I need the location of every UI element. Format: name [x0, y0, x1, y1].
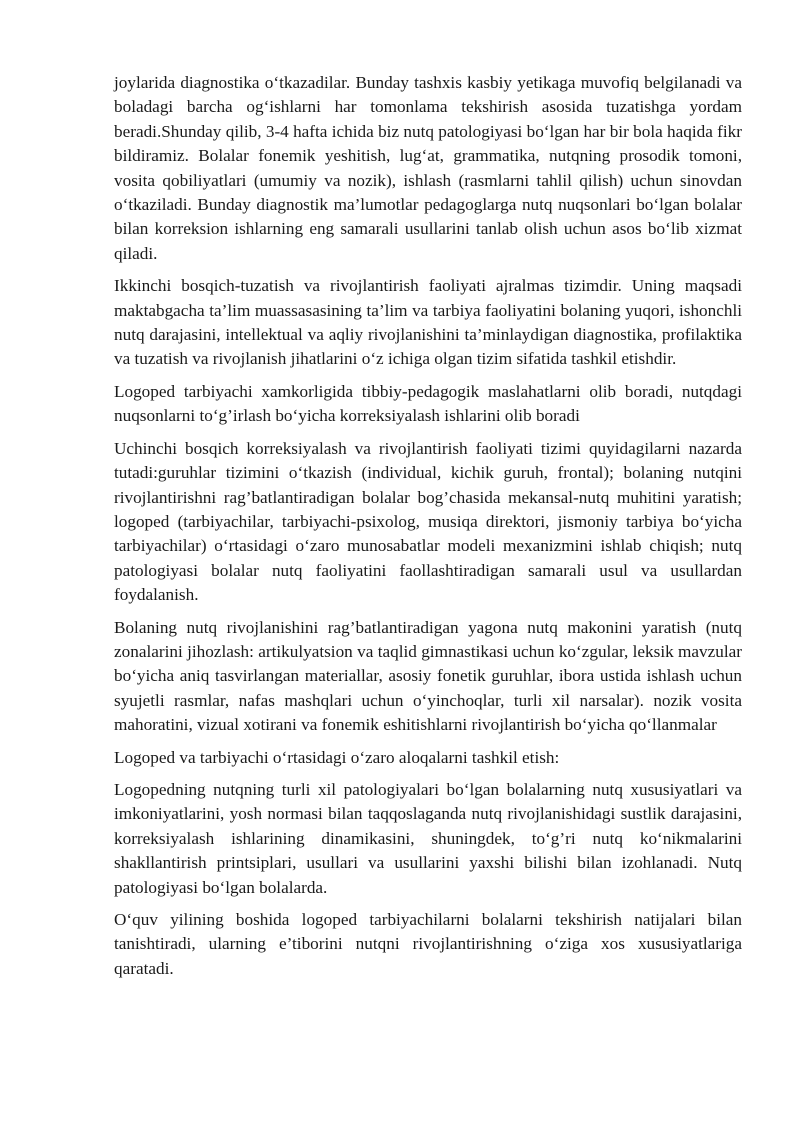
paragraph-2: Ikkinchi bosqich-tuzatish va rivojlantirish faoliyati ajralmas tizimdir. Uning maqsadi maktabgacha ta’lim muassasasining ta’lim va tarbiya faoliyatini bolaning yuqori, ishonchli nutq darajasini, intellektual va aqliy rivojlanishini ta’minlaydigan diagnostika, profilaktika va tuzatish va rivojlanish jihatlarini o‘z ichiga olgan tizim sifatida tashkil etishdir. [114, 276, 742, 369]
paragraph-7: Logopedning nutqning turli xil patologiyalari bo‘lgan bolalarning nutq xususiyatlari va imkoniyatlarini, yosh normasi bilan taqqoslaganda nutq rivojlanishidagi sustlik darajasini, korreksiyalash ishlarining dinamikasini, shuningdek, to‘g’ri nutq ko‘nikmalarini shakllantirish printsiplari, usullari va usullarini yaxshi bilishi bilan izohlanadi. Nutq patologiyasi bo‘lgan bolalarda. [114, 779, 742, 897]
paragraph-6: Logoped va tarbiyachi o‘rtasidagi o‘zaro aloqalarni tashkil etish: [114, 747, 560, 767]
document-body [114, 71, 742, 989]
paragraph-4: Uchinchi bosqich korreksiyalash va rivojlantirish faoliyati tizimi quyidagilarni nazarda tutadi:guruhlar tizimini o‘tkazish (individual, kichik guruh, frontal); bolaning nutqini rivojlantirishni rag’batlantiradigan bolalar bog’chasida mekansal-nutq muhitini yaratish; logoped (tarbiyachilar, tarbiyachi-psixolog, musiqa direktori, jismoniy tarbiya bo‘yicha tarbiyachilar) o‘rtasidagi o‘zaro munosabatlar modeli mexanizmini ishlab chiqish; nutq patologiyasi bolalar nutq faoliyatini faollashtiradigan samarali usul va usullardan foydalanish. [114, 438, 742, 605]
paragraph-1: joylarida diagnostika o‘tkazadilar. Bunday tashxis kasbiy yetikaga muvofiq belgilanadi va boladagi barcha og‘ishlarni har tomonlama tekshirish asosida tuzatishga yordam beradi.Shunday qilib, 3-4 hafta ichida biz nutq patologiyasi bo‘lgan har bir bola haqida fikr bildiramiz. Bolalar fonemik yeshitish, lug‘at, grammatika, nutqning prosodik tomoni, vosita qobiliyatlari (umumiy va nozik), ishlash (rasmlarni tahlil qilish) uchun sinovdan o‘tkaziladi. Bunday diagnostik ma’lumotlar pedagoglarga nutq nuqsonlari bo‘lgan bolalar bilan korreksion ishlarning eng samarali usullarini tanlab olish uchun asos bo‘lib xizmat qiladi. [114, 73, 742, 263]
paragraph-5: Bolaning nutq rivojlanishini rag’batlantiradigan yagona nutq makonini yaratish (nutq zonalarini jihozlash: artikulyatsion va taqlid gimnastikasi uchun ko‘zgular, leksik mavzular bo‘yicha aniq tasvirlangan materiallar, asosiy fonetik guruhlar, ibora ustida ishlash uchun syujetli rasmlar, nafas mashqlari uchun o‘yinchoqlar, turli xil narsalar). nozik vosita mahoratini, vizual xotirani va fonemik eshitishlarni rivojlantirish bo‘yicha qo‘llanmalar [114, 617, 742, 735]
paragraph-3: Logoped tarbiyachi xamkorligida tibbiy-pedagogik maslahatlarni olib boradi, nutqdagi nuqsonlarni to‘g’irlash bo‘yicha korreksiyalash ishlarini olib boradi [114, 381, 742, 426]
paragraph-8: O‘quv yilining boshida logoped tarbiyachilarni bolalarni tekshirish natijalari bilan tanishtiradi, ularning e’tiborini nutqni rivojlantirishning o‘ziga xos xususiyatlariga qaratadi. [114, 910, 742, 978]
